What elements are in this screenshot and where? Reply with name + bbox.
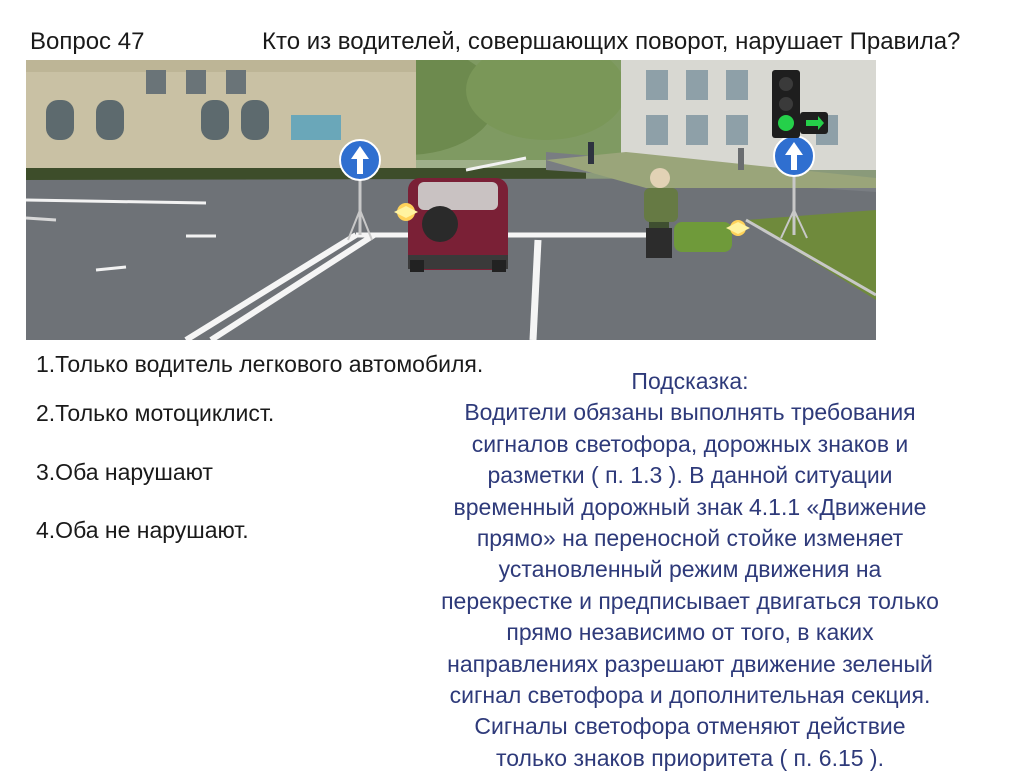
hint-line: разметки ( п. 1.3 ). В данной ситуации [487,462,893,489]
hint-line: направлениях разрешают движение зеленый [447,650,933,677]
hint-line: перекрестке и предписывает двигаться только [441,587,939,614]
answer-option-4[interactable]: 4.Оба не нарушают. [36,517,249,543]
intersection-illustration [26,60,876,340]
answer-option-1[interactable]: 1.Только водитель легкового автомобиля. [36,351,484,377]
right-building [621,60,876,170]
answer-option-2[interactable]: 2.Только мотоциклист. [36,400,275,426]
hint-line: сигналов светофора, дорожных знаков и [471,430,909,457]
question-text: Кто из водителей, совершающих поворот, нарушает Правила? [262,28,961,55]
hint-title: Подсказка: [631,368,749,394]
hint-line: только знаков приоритета ( п. 6.15 ). [495,744,884,771]
question-number: Вопрос 47 [30,28,145,55]
hint-line: сигнал светофора и дополнительная секция. [449,682,931,709]
hint-line: прямо независимо от того, в каких [506,619,874,646]
hint-line: Водители обязаны выполнять требования [464,399,916,426]
hint-line: прямо» на переносной стойке изменяет [476,525,904,552]
car-icon [394,178,508,272]
hint-line: Сигналы светофора отменяют действие [474,713,906,740]
hint-line: временный дорожный знак 4.1.1 «Движение [453,493,927,520]
hint-line: установленный режим движения на [498,556,882,583]
hint-block [396,366,984,774]
answer-option-3[interactable]: 3.Оба нарушают [36,459,213,485]
